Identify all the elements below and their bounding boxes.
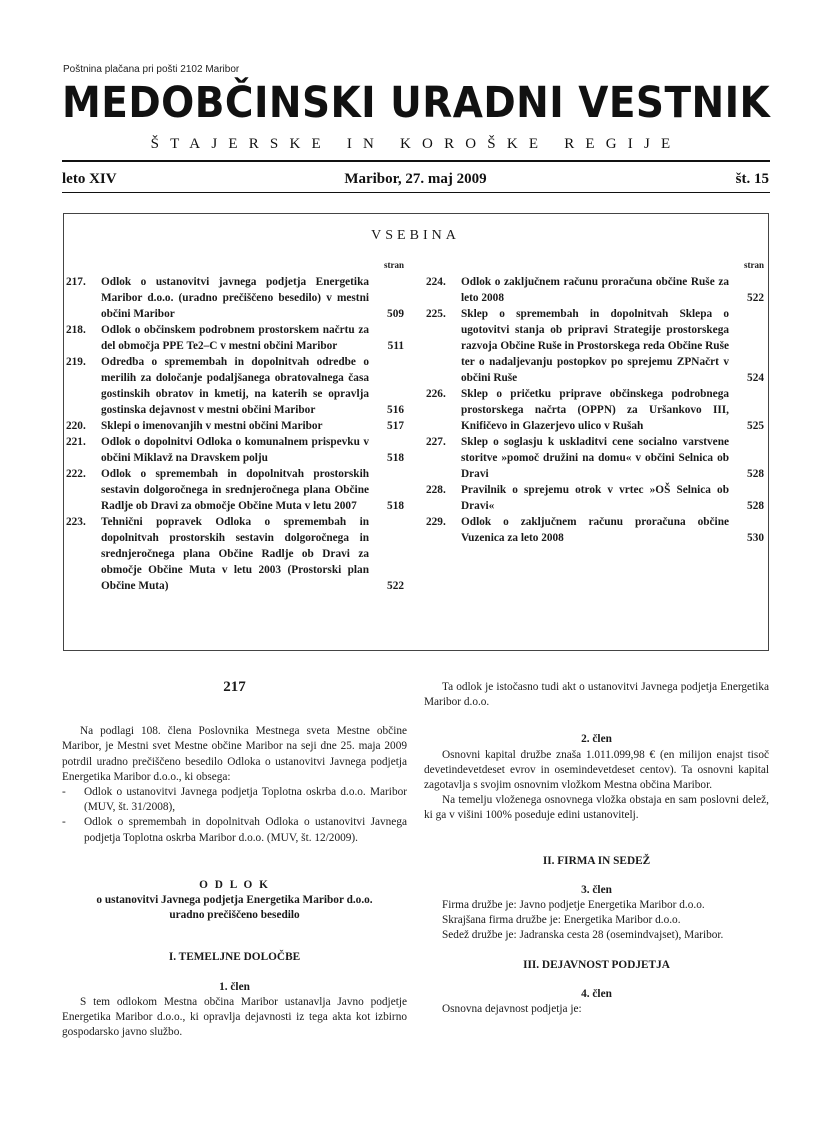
toc-entry <box>426 514 764 546</box>
toc-entry <box>426 306 764 386</box>
toc-entry-number: 219. <box>66 356 86 368</box>
toc-entry <box>426 386 764 434</box>
toc-entry-number: 223. <box>66 516 86 528</box>
toc-left-column <box>66 260 404 594</box>
toc-entry-title: Sklep o spremembah in dopolnitvah Sklepa o ugotovitvi stanja ob pripravi Strategije prostorskega razvoja Občine Ruše in Prostorskega reda Občine Ruše ter o nadaljevanju postopkov po sprejemu ZPNačrt v občini Ruše <box>461 308 729 384</box>
toc-entry <box>66 514 404 594</box>
toc-entry-title: Odlok o ustanovitvi javnega podjetja Energetika Maribor d.o.o. (uradno prečiščeno besedilo) v mestni občini Maribor <box>101 276 369 320</box>
clen-heading: 4. člen <box>581 987 612 1000</box>
toc-entry-page: 530 <box>747 532 764 544</box>
clen-text: Na temelju vloženega osnovnega vložka obstaja en sam poslovni delež, ki ga v višini 100% poseduje edini ustanovitelj. <box>424 794 769 822</box>
toc-entry <box>426 434 764 482</box>
odlok-subtitle: o ustanovitvi Javnega podjetja Energetika Maribor d.o.o. <box>96 894 373 907</box>
postal-note: Poštnina plačana pri pošti 2102 Maribor <box>63 64 240 75</box>
issue-year: leto XIV <box>62 171 117 187</box>
article-intro: Na podlagi 108. člena Poslovnika Mestnega sveta Mestne občine Maribor, je Mestni svet Mestne občine Maribor na seji dne 25. maja 2009 potrdil uradno prečiščeno besedilo Odloka o ustanovitvi Javnega podjetja Energetika Maribor d.o.o., ki obsega: <box>62 725 407 783</box>
article-number: 217 <box>223 679 246 695</box>
toc-entry-page: 525 <box>747 420 764 432</box>
clen-text: Osnovna dejavnost podjetja je: <box>442 1003 582 1016</box>
toc-entry-number: 218. <box>66 324 86 336</box>
clen-text: Sedež družbe je: Jadranska cesta 28 (osemindvajset), Maribor. <box>442 929 724 942</box>
toc-entry-number: 225. <box>426 308 446 320</box>
toc-entry-number: 221. <box>66 436 86 448</box>
toc-entry-number: 224. <box>426 276 446 288</box>
paragraph: Ta odlok je istočasno tudi akt o ustanovitvi Javnega podjetja Energetika Maribor d.o.o. <box>424 681 769 709</box>
toc-entry-page: 517 <box>387 420 404 432</box>
toc-right-column <box>426 260 764 546</box>
clen-text: Osnovni kapital družbe znaša 1.011.099,98 € (en milijon enajst tisoč devetindevetdeset evrov in osemindevetdeset centov). Ta osnovni kapital zagotavlja s svojim osnovnim vložkom Mestna občina Maribor. <box>424 748 769 792</box>
clen-heading: 2. člen <box>581 733 612 746</box>
toc-entry-page: 518 <box>387 500 404 512</box>
toc-entry-page: 516 <box>387 404 404 416</box>
toc-page-header: stran <box>744 260 764 270</box>
article-left-column <box>62 680 407 1040</box>
section-heading: I. TEMELJNE DOLOČBE <box>168 951 301 964</box>
toc-entry-page: 528 <box>747 468 764 480</box>
issue-number: št. 15 <box>735 171 769 187</box>
toc-entry-page: 522 <box>387 580 404 592</box>
clen-text: S tem odlokom Mestna občina Maribor ustanavlja Javno podjetje Energetika Maribor d.o.o., ki opravlja dejavnosti iz tega akta kot izbirno gospodarsko javno službo. <box>62 995 407 1039</box>
section-heading: III. DEJAVNOST PODJETJA <box>523 958 670 971</box>
clen-text: Firma družbe je: Javno podjetje Energetika Maribor d.o.o. <box>442 899 705 912</box>
toc-entry-page: 522 <box>747 292 764 304</box>
header-rule-top <box>62 160 770 162</box>
toc-entry-title: Sklepi o imenovanjih v mestni občini Maribor <box>101 420 323 432</box>
toc-entry-title: Odlok o zaključnem računu proračuna občine Vuzenica za leto 2008 <box>461 516 729 544</box>
masthead-subtitle: ŠTAJERSKE IN KOROŠKE REGIJE <box>150 136 682 152</box>
toc-entry <box>66 322 404 354</box>
clen-heading: 3. člen <box>581 883 612 896</box>
toc-entry-number: 229. <box>426 516 446 528</box>
toc-entry-title: Pravilnik o sprejemu otrok v vrtec »OŠ Selnica ob Dravi« <box>461 484 729 512</box>
odlok-subtitle-2: uradno prečiščeno besedilo <box>169 909 300 922</box>
odlok-title: O D L O K <box>199 878 270 891</box>
toc-entry-number: 228. <box>426 484 446 496</box>
clen-text: Skrajšana firma družbe je: Energetika Maribor d.o.o. <box>442 914 681 927</box>
list-item: - Odlok o spremembah in dopolnitvah Odloka o ustanovitvi Javnega podjetja Toplotna oskrba Maribor d.o.o. (MUV, št. 12/2009). <box>62 816 407 844</box>
toc-entry-title: Sklep o pričetku priprave občinskega podrobnega prostorskega načrta (OPPN) za Uršankovo III, Knifičevo in Glazerjevo ulico v Rušah <box>461 388 729 432</box>
toc-entry <box>426 274 764 306</box>
toc-entry-number: 226. <box>426 388 446 400</box>
toc-entry-title: Odlok o spremembah in dopolnitvah prostorskih sestavin dolgoročnega in srednjeročnega plana Občine Radlje ob Dravi za območje Občine Muta v letu 2007 <box>101 468 369 512</box>
toc-entry <box>66 354 404 418</box>
toc-entry-title: Tehnični popravek Odloka o spremembah in dopolnitvah prostorskih sestavin dolgoročnega in srednjeročnega plana Občine Radlje ob Dravi za območje Občine Muta v letu 2003 (Prostorski plan Občine Muta) <box>101 516 369 592</box>
list-item: - Odlok o ustanovitvi Javnega podjetja Toplotna oskrba d.o.o. Maribor (MUV, št. 31/2008), <box>62 786 407 814</box>
toc-entry-title: Sklep o soglasju k uskladitvi cene socialno varstvene storitve »pomoč družini na domu« v občini Selnica ob Dravi <box>461 436 729 480</box>
toc-entry-page: 528 <box>747 500 764 512</box>
toc-entry-page: 509 <box>387 308 404 320</box>
toc-entry <box>66 418 404 434</box>
toc-entry <box>66 434 404 466</box>
clen-heading: 1. člen <box>219 980 250 993</box>
toc-entry-page: 524 <box>747 372 764 384</box>
toc-entry <box>426 482 764 514</box>
toc-entry-number: 227. <box>426 436 446 448</box>
toc-title: VSEBINA <box>371 228 460 243</box>
toc-entry-number: 217. <box>66 276 86 288</box>
toc-entry-title: Odlok o dopolnitvi Odloka o komunalnem prispevku v občini Miklavž na Dravskem polju <box>101 436 369 464</box>
article-right-column <box>424 680 769 1017</box>
toc-entry <box>66 274 404 322</box>
toc-entry <box>66 466 404 514</box>
header-rule-bottom <box>62 192 770 193</box>
toc-entry-number: 220. <box>66 420 86 432</box>
toc-entry-page: 518 <box>387 452 404 464</box>
toc-page-header: stran <box>384 260 404 270</box>
toc-entry-number: 222. <box>66 468 86 480</box>
toc-entry-title: Odlok o zaključnem računu proračuna občine Ruše za leto 2008 <box>461 276 729 304</box>
masthead-title: MEDOBČINSKI URADNI VESTNIK <box>62 78 771 128</box>
toc-entry-title: Odlok o občinskem podrobnem prostorskem načrtu za del območja PPE Te2–C v mestni občini Maribor <box>101 324 369 352</box>
section-heading: II. FIRMA IN SEDEŽ <box>542 854 651 867</box>
toc-entry-title: Odredba o spremembah in dopolnitvah odredbe o merilih za določanje podaljšanega obratovalnega časa gostinskih obratov in kmetij, na katerih se opravlja gostinska dejavnost v mestni občini Maribor <box>101 356 369 416</box>
toc-entry-page: 511 <box>387 340 404 352</box>
issue-date: Maribor, 27. maj 2009 <box>344 171 487 187</box>
